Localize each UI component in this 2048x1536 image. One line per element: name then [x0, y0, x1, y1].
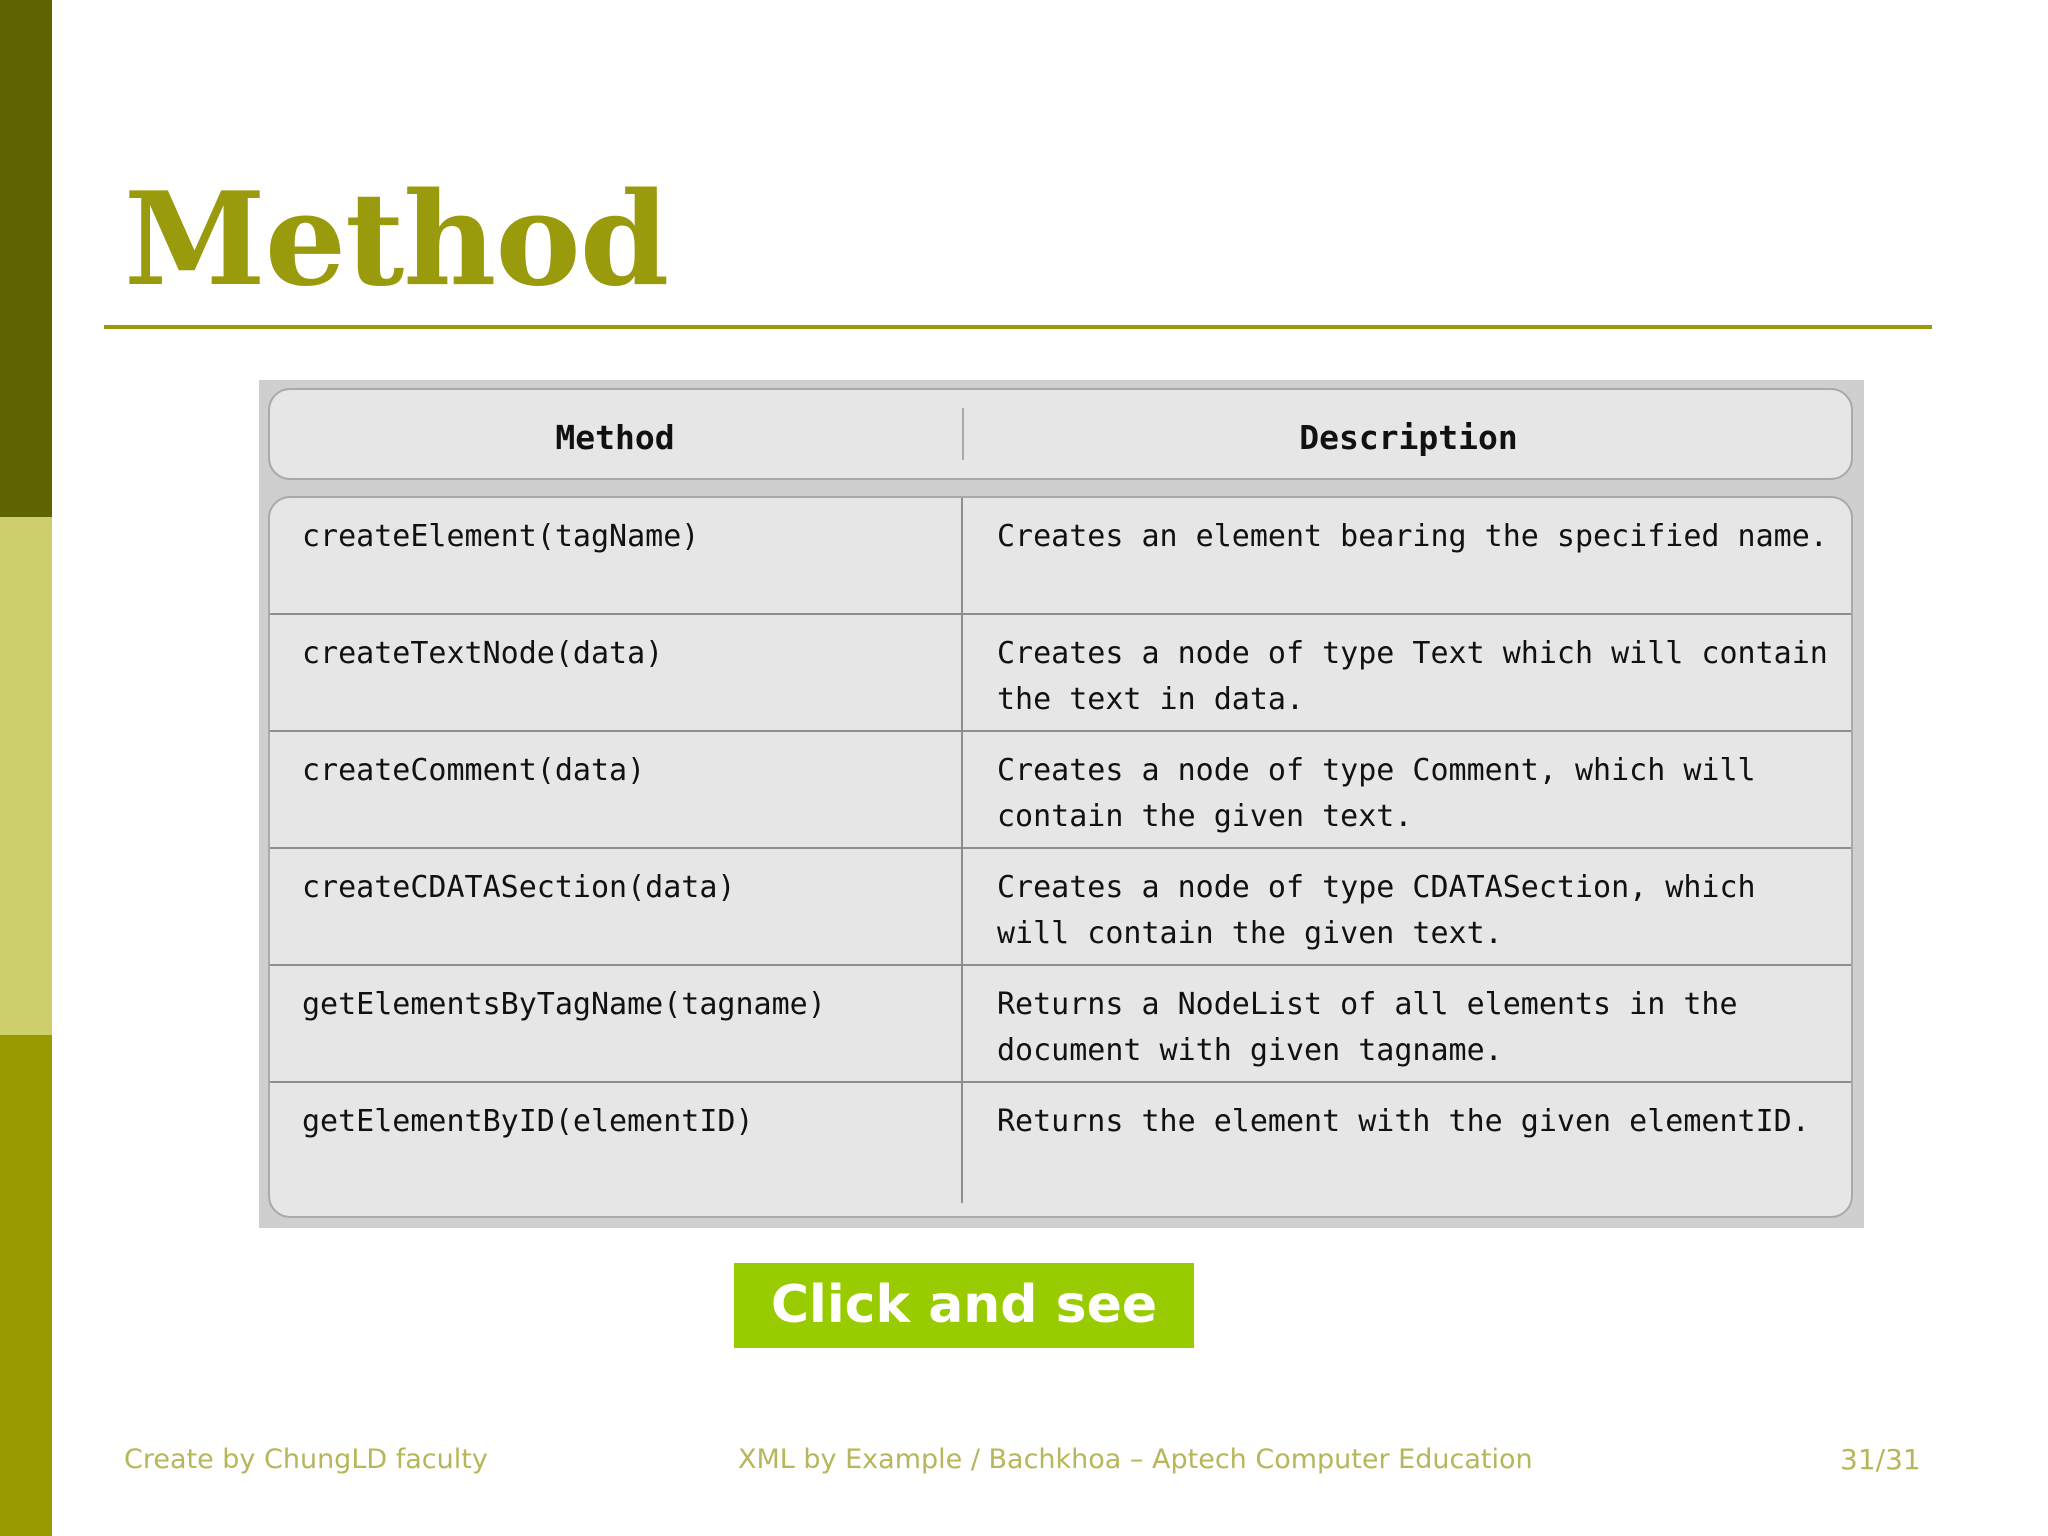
table-row — [270, 732, 1851, 849]
description-cell: Creates a node of type CDATASection, which will contain the given text. — [961, 849, 1851, 964]
table-row — [270, 498, 1851, 615]
side-bar-top — [0, 0, 52, 517]
description-cell: Creates an element bearing the specified name. — [961, 498, 1851, 613]
table-header — [268, 388, 1853, 480]
header-description: Description — [1299, 418, 1518, 457]
click-and-see-button[interactable]: Click and see — [734, 1263, 1194, 1348]
method-cell: createTextNode(data) — [302, 636, 664, 671]
slide-title: Method — [124, 165, 669, 315]
method-cell: createComment(data) — [302, 753, 646, 788]
table-body — [268, 496, 1853, 1218]
header-method: Method — [555, 418, 675, 457]
description-cell: Creates a node of type Text which will contain the text in data. — [961, 615, 1851, 730]
description-cell: Returns the element with the given elementID. — [961, 1083, 1851, 1203]
method-cell: getElementsByTagName(tagname) — [302, 987, 826, 1022]
description-cell: Returns a NodeList of all elements in the document with given tagname. — [961, 966, 1851, 1081]
footer-course: XML by Example / Bachkhoa – Aptech Computer Education — [738, 1444, 1533, 1475]
description-cell: Creates a node of type Comment, which will contain the given text. — [961, 732, 1851, 847]
side-bar-middle — [0, 517, 52, 1035]
method-cell: getElementByID(elementID) — [302, 1104, 754, 1139]
method-cell: createCDATASection(data) — [302, 870, 736, 905]
methods-table — [259, 380, 1864, 1228]
table-row — [270, 966, 1851, 1083]
method-cell: createElement(tagName) — [302, 519, 700, 554]
table-row — [270, 849, 1851, 966]
table-row — [270, 615, 1851, 732]
title-divider — [104, 325, 1932, 329]
page-number: 31/31 — [1840, 1443, 1921, 1476]
side-bar-bottom — [0, 1035, 52, 1536]
table-row — [270, 1083, 1851, 1203]
footer-author: Create by ChungLD faculty — [124, 1444, 488, 1475]
